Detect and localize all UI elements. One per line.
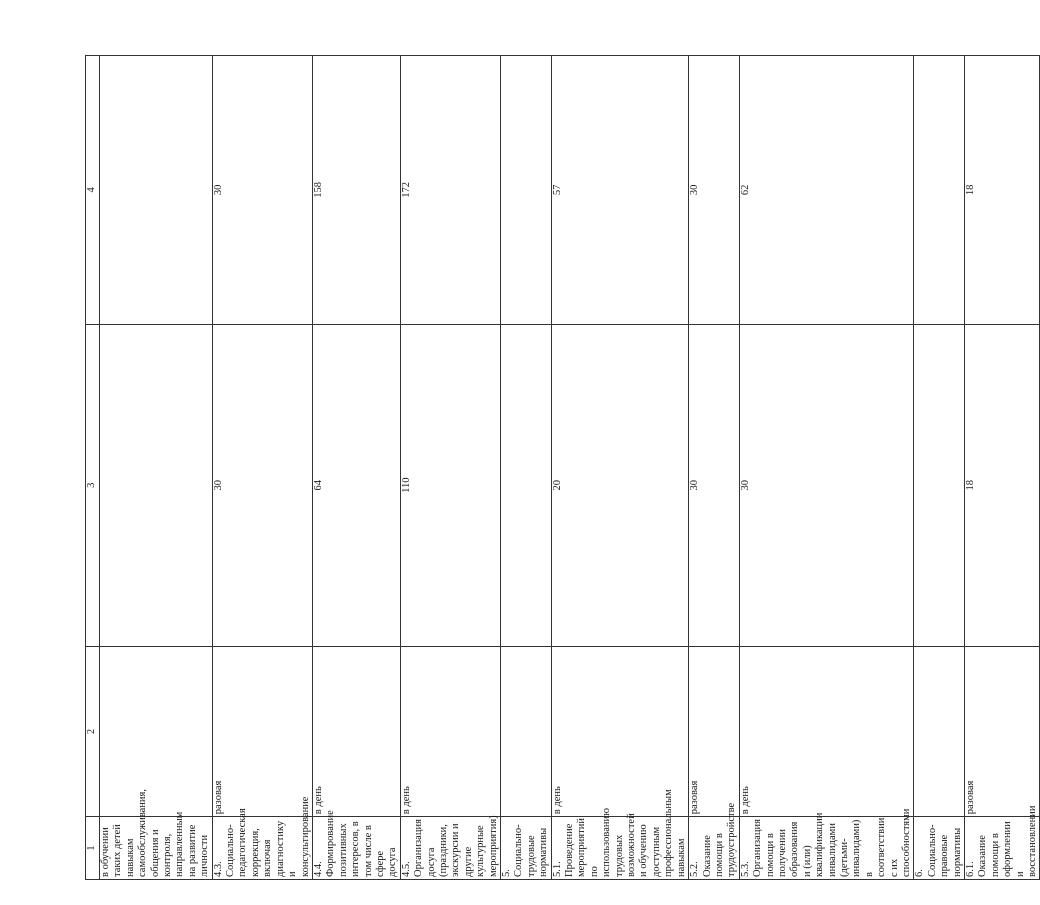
service-cell: 6. Социально-правовые нормативы [914,817,965,880]
table-row [212,56,312,880]
volume-cell [501,56,552,325]
volume-cell: 62 [739,56,914,325]
table-row [965,56,1040,880]
norm-cell: 18 [965,324,1040,646]
header-col-1: 1 [86,817,100,880]
unit-cell [501,646,552,817]
norm-cell [100,324,213,646]
table-row [501,56,552,880]
header-col-3: 3 [86,324,100,646]
services-table [85,55,1040,880]
volume-cell: 30 [689,56,740,325]
volume-cell: 30 [212,56,312,325]
service-cell: 4.5. Организация досуга (праздники, экскурсии и другие культурные мероприятия) [400,817,500,880]
unit-cell: в день [739,646,914,817]
table-row [551,56,688,880]
volume-cell: 172 [400,56,500,325]
service-cell: 6.1. Оказание помощи в оформлении и восстановлении [965,817,1040,880]
table-body [100,56,1040,880]
norm-cell: 30 [212,324,312,646]
table-row [914,56,965,880]
norm-cell: 64 [312,324,400,646]
volume-cell: 57 [551,56,688,325]
volume-cell: 158 [312,56,400,325]
table-row [312,56,400,880]
norm-cell [501,324,552,646]
norm-cell: 30 [739,324,914,646]
service-cell: 5. Социально-трудовые нормативы [501,817,552,880]
norm-cell [914,324,965,646]
table-row [739,56,914,880]
header-col-4: 4 [86,56,100,325]
table-row [689,56,740,880]
header-col-2: 2 [86,646,100,817]
table-row [400,56,500,880]
unit-cell: разовая [689,646,740,817]
service-cell: 5.1. Проведение мероприятий по использованию трудовых возможностей и обучению доступным профессиональным навыкам [551,817,688,880]
table-row [100,56,213,880]
service-cell: 5.3. Организация помощи в получении образования и (или) квалификации инвалидами (детьми-инвалидами) в соответствии с их способностями [739,817,914,880]
service-cell: 4.3. Социально-педагогическая коррекция, включая диагностику и консультирование [212,817,312,880]
unit-cell: в день [400,646,500,817]
header-row [86,56,100,880]
volume-cell: 18 [965,56,1040,325]
unit-cell [914,646,965,817]
unit-cell [100,646,213,817]
norm-cell: 20 [551,324,688,646]
norm-cell: 110 [400,324,500,646]
service-cell: 5.2. Оказание помощи в трудоустройстве [689,817,740,880]
norm-cell: 30 [689,324,740,646]
unit-cell: разовая [965,646,1040,817]
service-cell: в обучении таких детей навыкам самообслуживания, общения и контроля, направленным на развитие личности [100,817,213,880]
service-cell: 4.4. Формирование позитивных интересов, в том числе в сфере досуга [312,817,400,880]
unit-cell: в день [312,646,400,817]
unit-cell: в день [551,646,688,817]
unit-cell: разовая [212,646,312,817]
volume-cell [914,56,965,325]
volume-cell [100,56,213,325]
rotated-table-container [85,55,1039,880]
